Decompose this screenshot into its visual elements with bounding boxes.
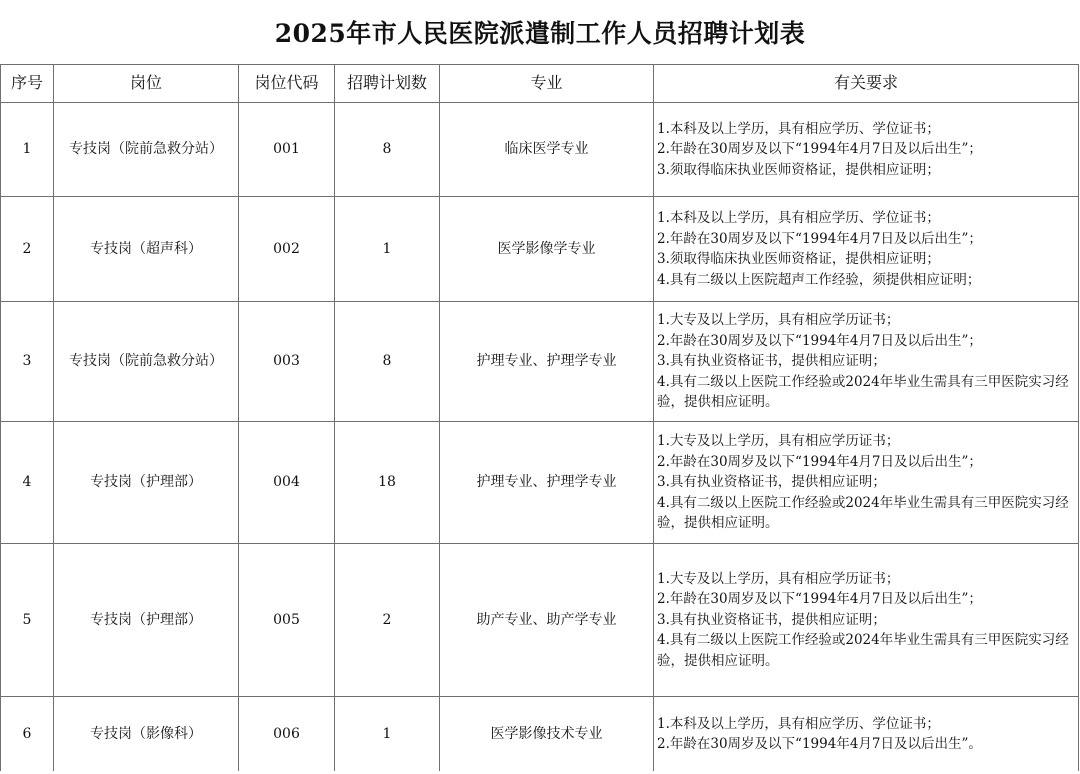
requirement-line: 2.年龄在30周岁及以下“1994年4月7日及以后出生”； [657, 230, 982, 247]
requirement-line: 4.具有二级以上医院工作经验或2024年毕业生需具有三甲医院实习经验，提供相应证明。 [657, 373, 1069, 411]
requirement-line: 4.具有二级以上医院工作经验或2024年毕业生需具有三甲医院实习经验，提供相应证明。 [657, 494, 1069, 532]
header-seq: 序号 [1, 65, 54, 103]
code-cell: 005 [239, 544, 335, 697]
requirement-line: 1.大专及以上学历，具有相应学历证书； [657, 570, 900, 587]
position-text: 专技岗（院前急救分站） [69, 353, 223, 369]
header-requirements: 有关要求 [654, 65, 1079, 103]
table-row [1, 422, 1079, 544]
requirement-line: 3.须取得临床执业医师资格证，提供相应证明； [657, 251, 940, 267]
recruitment-table [0, 64, 1079, 771]
requirements-cell [654, 422, 1079, 544]
requirement-line: 1.本科及以上学历，具有相应学历、学位证书； [657, 715, 940, 732]
table-header-row [1, 65, 1079, 103]
major-cell: 护理专业、护理学专业 [440, 422, 654, 544]
major-cell: 临床医学专业 [440, 103, 654, 197]
major-cell: 医学影像学专业 [440, 197, 654, 302]
requirements-cell [654, 544, 1079, 697]
header-code: 岗位代码 [239, 65, 335, 103]
requirement-line: 4.具有二级以上医院工作经验或2024年毕业生需具有三甲医院实习经验，提供相应证明。 [657, 632, 1069, 669]
code-cell: 004 [239, 422, 335, 544]
requirement-line: 1.本科及以上学历，具有相应学历、学位证书； [657, 210, 940, 226]
position-cell [54, 544, 239, 697]
table-row [1, 197, 1079, 302]
count-cell: 8 [335, 103, 440, 197]
position-cell [54, 697, 239, 772]
position-cell [54, 302, 239, 422]
header-count: 招聘计划数 [335, 65, 440, 103]
seq-cell: 1 [1, 103, 54, 197]
seq-cell: 4 [1, 422, 54, 544]
table-row [1, 302, 1079, 422]
table-row [1, 697, 1079, 772]
position-cell [54, 197, 239, 302]
header-position: 岗位 [54, 65, 239, 103]
requirement-line: 2.年龄在30周岁及以下“1994年4月7日及以后出生”； [657, 141, 982, 158]
requirement-line: 2.年龄在30周岁及以下“1994年4月7日及以后出生”； [657, 332, 982, 349]
seq-cell: 6 [1, 697, 54, 772]
count-cell: 1 [335, 697, 440, 772]
requirement-line: 1.大专及以上学历，具有相应学历证书； [657, 312, 900, 329]
table-row [1, 544, 1079, 697]
code-cell: 002 [239, 197, 335, 302]
code-cell: 001 [239, 103, 335, 197]
code-cell: 006 [239, 697, 335, 772]
requirements-cell [654, 197, 1079, 302]
table-row [1, 103, 1079, 197]
requirement-line: 2.年龄在30周岁及以下“1994年4月7日及以后出生”。 [657, 736, 982, 752]
requirement-line: 3.具有执业资格证书，提供相应证明； [657, 611, 886, 628]
page-title: 2025年市人民医院派遣制工作人员招聘计划表 [274, 19, 806, 48]
position-text: 专技岗（护理部） [90, 474, 202, 490]
requirement-line: 1.本科及以上学历，具有相应学历、学位证书； [657, 120, 940, 137]
seq-cell: 5 [1, 544, 54, 697]
code-cell: 003 [239, 302, 335, 422]
position-cell [54, 103, 239, 197]
header-major: 专业 [440, 65, 654, 103]
count-cell: 1 [335, 197, 440, 302]
requirement-line: 3.具有执业资格证书，提供相应证明； [657, 353, 886, 370]
requirements-cell [654, 302, 1079, 422]
requirement-line: 3.须取得临床执业医师资格证，提供相应证明； [657, 161, 940, 178]
seq-cell: 2 [1, 197, 54, 302]
position-text: 专技岗（影像科） [90, 725, 202, 742]
major-cell: 助产专业、助产学专业 [440, 544, 654, 697]
position-text: 专技岗（院前急救分站） [69, 141, 223, 157]
requirements-cell [654, 697, 1079, 772]
count-cell: 18 [335, 422, 440, 544]
count-cell: 2 [335, 544, 440, 697]
position-text: 专技岗（护理部） [90, 611, 202, 628]
requirement-line: 1.大专及以上学历，具有相应学历证书； [657, 433, 900, 450]
requirements-cell [654, 103, 1079, 197]
major-cell: 护理专业、护理学专业 [440, 302, 654, 422]
major-cell: 医学影像技术专业 [440, 697, 654, 772]
requirement-line: 3.具有执业资格证书，提供相应证明； [657, 474, 886, 491]
position-text: 专技岗（超声科） [90, 240, 202, 257]
requirement-line: 2.年龄在30周岁及以下“1994年4月7日及以后出生”； [657, 591, 982, 608]
count-cell: 8 [335, 302, 440, 422]
requirement-line: 4.具有二级以上医院超声工作经验，须提供相应证明； [657, 271, 981, 288]
seq-cell: 3 [1, 302, 54, 422]
position-cell [54, 422, 239, 544]
requirement-line: 2.年龄在30周岁及以下“1994年4月7日及以后出生”； [657, 453, 982, 470]
